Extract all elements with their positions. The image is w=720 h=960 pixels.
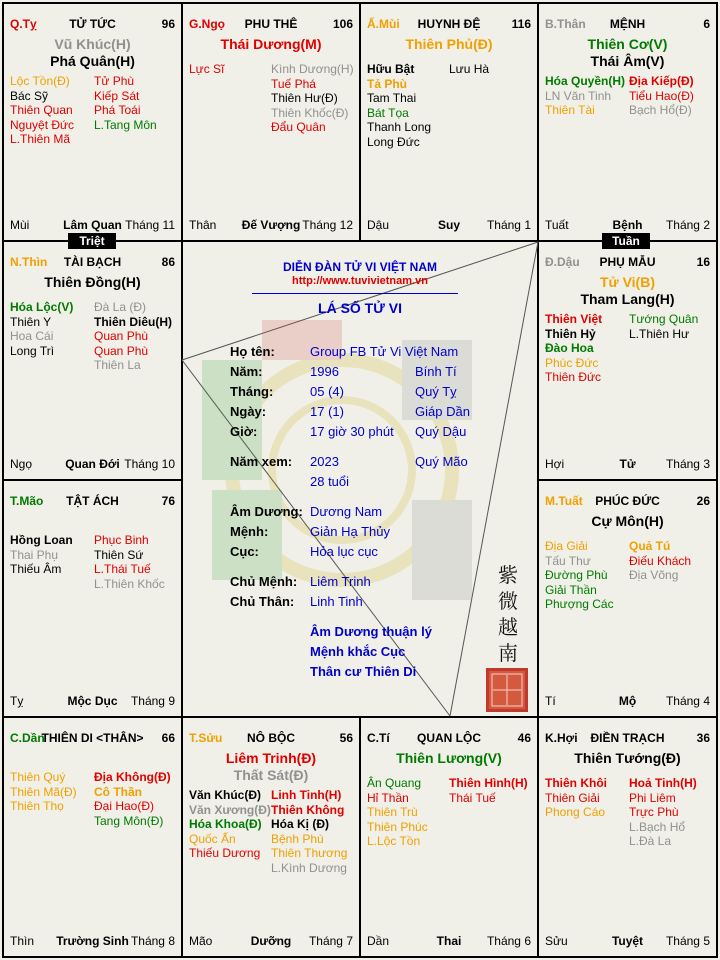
- footer-month: Tháng 8: [130, 934, 175, 948]
- footer-branch: Mùi: [10, 218, 30, 232]
- star: Ân Quang: [367, 776, 422, 790]
- chart-note: Mệnh khắc Cục: [310, 644, 406, 659]
- star: Thiên Tài: [545, 103, 595, 117]
- stars-right: [449, 776, 528, 805]
- palace-can-chi: C.Dần: [10, 731, 45, 745]
- footer-stage: Lâm Quan: [63, 218, 122, 232]
- info-label: Chủ Thân:: [230, 594, 295, 609]
- palace-mao: [4, 481, 181, 716]
- palace-mui: [361, 4, 537, 240]
- stars-left: [545, 539, 614, 612]
- star: Hoả Tinh(H): [629, 776, 697, 790]
- star: Long Trì: [10, 343, 55, 358]
- info-value: Hỏa lục cục: [310, 544, 378, 559]
- main-star: Phá Quân(H): [50, 53, 135, 69]
- star: Lưu Hà: [449, 62, 490, 76]
- main-star: Tham Lang(H): [580, 291, 675, 307]
- palace-name: QUAN LỘC: [417, 731, 481, 745]
- palace-footer: [367, 934, 531, 948]
- star: Bát Tọa: [367, 105, 409, 120]
- nam-xem-canchi: Quý Mão: [415, 454, 468, 469]
- info-value: Giản Hạ Thủy: [310, 524, 390, 539]
- palace-header: [10, 17, 175, 33]
- stars-right: [629, 312, 698, 341]
- star: Tấu Thư: [545, 553, 591, 568]
- calligraphy-char: 紫: [498, 563, 518, 587]
- star: Linh Tinh(H): [271, 788, 342, 802]
- star: Hồng Loan: [10, 533, 73, 547]
- info-value: Linh Tinh: [310, 594, 363, 609]
- palace-footer: [10, 457, 175, 471]
- star: Phục Binh: [94, 533, 149, 547]
- ruler-info: [230, 572, 530, 612]
- info-label: Cục:: [230, 544, 259, 559]
- star: Hóa Kị (Đ): [271, 817, 329, 831]
- chart-note: Âm Dương thuận lý: [310, 624, 432, 639]
- nam-xem-value: 2023: [310, 454, 339, 469]
- palace-age: 46: [517, 731, 531, 745]
- footer-stage: Mộ: [618, 694, 637, 708]
- main-stars: [4, 36, 181, 70]
- palace-tuat: [539, 481, 716, 716]
- star: Thai Phụ: [10, 547, 59, 562]
- stars-left: [189, 788, 271, 861]
- main-star: Thiên Đồng(H): [44, 274, 141, 290]
- main-stars: [539, 513, 716, 530]
- stars-right: [271, 62, 354, 135]
- star: Thiên Hư(Đ): [271, 91, 338, 105]
- destiny-info: [230, 502, 530, 562]
- nam-xem-label: Năm xem:: [230, 454, 293, 469]
- star: Thiên Thọ: [10, 799, 64, 813]
- star: Tuế Phá: [271, 76, 316, 91]
- palace-header: [367, 731, 531, 747]
- stars-left: [545, 776, 607, 820]
- footer-month: Tháng 4: [665, 694, 710, 708]
- footer-stage: Trường Sinh: [56, 934, 129, 948]
- star: Hóa Khoa(Đ): [189, 817, 262, 831]
- palace-can-chi: T.Sửu: [189, 731, 223, 745]
- palace-than: [539, 4, 716, 240]
- chart-title: LÁ SỐ TỬ VI: [318, 300, 402, 316]
- stars-left: [10, 74, 74, 147]
- info-label: Mệnh:: [230, 524, 269, 539]
- main-stars: [539, 750, 716, 767]
- star: Thiếu Âm: [10, 562, 62, 576]
- palace-can-chi: T.Mão: [10, 494, 44, 508]
- star: Điếu Khách: [629, 553, 692, 568]
- star: Quan Phù: [94, 343, 149, 358]
- star: Hỉ Thần: [367, 790, 409, 805]
- palace-can-chi: Ấ.Mùi: [367, 17, 400, 31]
- info-canchi: Giáp Dần: [415, 404, 470, 419]
- footer-stage: Mộc Dục: [67, 694, 118, 708]
- palace-name: NÔ BỘC: [247, 731, 295, 745]
- info-label: Âm Dương:: [230, 504, 303, 519]
- palace-can-chi: Đ.Dậu: [545, 255, 580, 269]
- birth-info: [230, 342, 530, 452]
- star: L.Thiên Khốc: [94, 576, 165, 591]
- star: Đường Phù: [545, 568, 608, 582]
- palace-age: 66: [161, 731, 175, 745]
- title-underline: [252, 293, 458, 294]
- star: Tang Môn(Đ): [94, 813, 164, 828]
- stars-left: [189, 62, 224, 77]
- star: Kình Dương(H): [271, 62, 354, 76]
- star: Thái Tuế: [449, 790, 496, 805]
- stars-left: [10, 533, 73, 577]
- stars-right: [94, 74, 157, 132]
- star: Cô Thần: [94, 784, 142, 799]
- star: Thiên Không: [271, 802, 345, 817]
- star: L.Thái Tuế: [94, 562, 151, 576]
- footer-month: Tháng 5: [665, 934, 710, 948]
- star: L.Đà La: [629, 834, 672, 848]
- stars-left: [10, 770, 77, 814]
- star: Thiên Hình(H): [449, 776, 528, 790]
- calligraphy-char: 南: [498, 641, 518, 665]
- vertical-calligraphy: [498, 562, 524, 666]
- palace-header: [189, 17, 353, 33]
- palace-header: [189, 731, 353, 747]
- footer-stage: Thai: [436, 934, 462, 948]
- footer-month: Tháng 2: [665, 218, 710, 232]
- palace-footer: [367, 218, 531, 232]
- footer-month: Tháng 7: [308, 934, 353, 948]
- footer-branch: Thìn: [10, 934, 35, 948]
- star: Thiên Mã(Đ): [10, 784, 77, 799]
- footer-month: Tháng 12: [302, 218, 353, 232]
- star: Phong Cáo: [545, 805, 606, 819]
- star: Tiểu Hao(Đ): [629, 88, 694, 103]
- info-label: Tháng:: [230, 384, 274, 399]
- palace-can-chi: C.Tí: [367, 731, 390, 745]
- star: Hóa Quyền(H): [545, 74, 626, 88]
- palace-footer: [545, 694, 710, 708]
- info-canchi: Quý Tỵ: [415, 384, 457, 399]
- star: Thiên La: [94, 358, 141, 372]
- main-star: Cự Môn(H): [591, 513, 664, 529]
- star: Lực Sĩ: [189, 62, 225, 76]
- footer-month: Tháng 6: [486, 934, 531, 948]
- palace-age: 86: [161, 255, 175, 269]
- star: Địa Võng: [629, 568, 679, 582]
- palace-header: [545, 17, 710, 33]
- palace-name: TẬT ÁCH: [66, 494, 119, 508]
- stars-right: [94, 770, 171, 828]
- footer-branch: Dần: [367, 934, 390, 948]
- star: Quốc Ấn: [189, 831, 236, 846]
- info-value: 05 (4): [310, 384, 344, 399]
- palace-can-chi: Q.Tỵ: [10, 17, 37, 31]
- palace-suu: [183, 718, 359, 956]
- palace-can-chi: B.Thân: [545, 17, 586, 31]
- main-star: Thiên Tướng(Đ): [574, 750, 681, 766]
- palace-age: 26: [696, 494, 710, 508]
- forum-title: DIỄN ĐÀN TỬ VI VIỆT NAM: [283, 260, 437, 274]
- star: Tử Phù: [94, 74, 135, 88]
- footer-branch: Tỵ: [10, 694, 24, 708]
- notes: [310, 622, 510, 682]
- calligraphy-char: 越: [498, 615, 518, 639]
- palace-dan: [4, 718, 181, 956]
- star: Lộc Tồn(Đ): [10, 74, 70, 88]
- star: Thiên Đức: [545, 370, 602, 384]
- star: Phượng Các: [545, 597, 614, 611]
- star: Tả Phù: [367, 76, 408, 91]
- footer-branch: Thân: [189, 218, 217, 232]
- palace-age: 36: [696, 731, 710, 745]
- palace-age: 76: [161, 494, 175, 508]
- star: L.Tang Môn: [94, 117, 157, 132]
- palace-header: [10, 731, 175, 747]
- info-canchi: Quý Dậu: [415, 424, 467, 439]
- stars-right: [94, 300, 172, 373]
- footer-month: Tháng 10: [124, 457, 175, 471]
- footer-stage: Quan Đới: [65, 457, 120, 471]
- footer-branch: Dậu: [367, 218, 390, 232]
- stars-right: [271, 788, 347, 875]
- star: Bạch Hổ(Đ): [629, 103, 692, 117]
- star: Thiên Thương: [271, 846, 348, 860]
- star: Thiên Hỷ: [545, 326, 596, 341]
- main-star: Vũ Khúc(H): [54, 36, 131, 52]
- main-stars: [539, 274, 716, 308]
- palace-hoi: [539, 718, 716, 956]
- stars-left: [545, 312, 602, 385]
- main-star: Liêm Trinh(Đ): [225, 750, 317, 766]
- star: Phá Toái: [94, 103, 141, 117]
- star: Tướng Quân: [629, 312, 699, 326]
- palace-name: PHU THÊ: [244, 17, 298, 31]
- star: Địa Giải: [545, 539, 588, 553]
- palace-age: 6: [703, 17, 710, 31]
- info-label: Họ tên:: [230, 344, 275, 359]
- main-stars: [539, 36, 716, 70]
- footer-stage: Bệnh: [612, 218, 643, 232]
- palace-footer: [10, 934, 175, 948]
- star: Địa Không(Đ): [94, 770, 171, 784]
- main-star: Thiên Lương(V): [396, 750, 502, 766]
- star: Bác Sỹ: [10, 88, 49, 103]
- info-value: 17 (1): [310, 404, 344, 419]
- stars-right: [94, 533, 165, 591]
- star: Thiên Y: [10, 314, 52, 329]
- palace-name: PHÚC ĐỨC: [595, 494, 660, 508]
- info-label: Năm:: [230, 364, 263, 379]
- palace-can-chi: K.Hợi: [545, 731, 578, 745]
- stars-right: [629, 74, 694, 118]
- palace-age: 106: [332, 17, 353, 31]
- chart-note: Thân cư Thiên Di: [310, 664, 417, 679]
- star: Đào Hoa: [545, 341, 594, 355]
- palace-can-chi: G.Ngọ: [189, 17, 225, 31]
- star: Nguyệt Đức: [10, 117, 75, 132]
- star: Phúc Đức: [545, 355, 599, 370]
- footer-branch: Tí: [545, 694, 556, 708]
- star: Địa Kiếp(Đ): [629, 74, 694, 88]
- palace-footer: [10, 218, 175, 232]
- star: Đẩu Quân: [271, 120, 326, 134]
- tuan-tag: Tuần: [602, 233, 650, 249]
- star: Trực Phù: [629, 805, 679, 819]
- palace-can-chi: N.Thìn: [10, 255, 48, 269]
- star: Tam Thai: [367, 91, 417, 105]
- star: L.Thiên Mã: [10, 132, 71, 146]
- star: Hữu Bật: [367, 62, 415, 76]
- main-stars: [183, 750, 359, 784]
- palace-age: 16: [696, 255, 710, 269]
- stars-right: [449, 62, 489, 77]
- info-value: 1996: [310, 364, 339, 379]
- stars-right: [629, 776, 697, 849]
- palace-header: [545, 255, 710, 271]
- star: L.Lộc Tồn: [367, 834, 421, 848]
- palace-footer: [10, 694, 175, 708]
- main-star: Thái Dương(M): [220, 36, 322, 52]
- main-star: Thất Sát(Đ): [233, 767, 309, 783]
- main-star: Tử Vi(B): [600, 274, 655, 290]
- palace-header: [545, 494, 710, 510]
- main-star: Thiên Cơ(V): [587, 36, 668, 52]
- stars-left: [367, 62, 431, 149]
- info-value: Dương Nam: [310, 504, 383, 519]
- star: LN Văn Tinh: [545, 88, 612, 103]
- info-canchi: Bính Tí: [415, 364, 457, 379]
- star: Hóa Lộc(V): [10, 300, 74, 314]
- palace-thin: [4, 242, 181, 479]
- star: Đại Hao(Đ): [94, 799, 155, 813]
- info-value: Group FB Tử Vi Việt Nam: [310, 344, 459, 359]
- star: Thiên Khốc(Đ): [271, 105, 349, 120]
- main-stars: [183, 36, 359, 53]
- palace-ngo: [183, 4, 359, 240]
- palace-name: ĐIỀN TRẠCH: [590, 731, 665, 745]
- star: Thiên Quan: [10, 103, 73, 117]
- star: Thiên Diêu(H): [94, 314, 172, 329]
- palace-header: [367, 17, 531, 33]
- star: Thiên Quý: [10, 770, 66, 784]
- footer-stage: Đế Vượng: [241, 218, 301, 232]
- star: Phi Liêm: [629, 790, 676, 805]
- star: Thanh Long: [367, 120, 432, 134]
- main-stars: [361, 36, 537, 53]
- stars-left: [10, 300, 73, 358]
- star: Thiên Khôi: [545, 776, 607, 790]
- palace-footer: [545, 457, 710, 471]
- palace-footer: [189, 934, 353, 948]
- main-star: Thiên Phủ(Đ): [405, 36, 493, 52]
- palace-age: 96: [161, 17, 175, 31]
- star: Thiên Phúc: [367, 819, 428, 834]
- stars-left: [367, 776, 428, 849]
- calligraphy-char: 微: [498, 589, 518, 613]
- star: L.Thiên Hư: [629, 326, 690, 341]
- star: Đà La (Đ): [94, 300, 147, 314]
- footer-month: Tháng 1: [486, 218, 531, 232]
- palace-dau: [539, 242, 716, 479]
- footer-branch: Tuất: [545, 218, 569, 232]
- footer-stage: Tuyệt: [611, 934, 644, 948]
- star: Thiếu Dương: [189, 846, 261, 860]
- star: L.Bạch Hổ: [629, 819, 686, 834]
- palace-name: THIÊN DI <THÂN>: [41, 731, 144, 745]
- star: Thiên Giải: [545, 790, 600, 805]
- forum-url[interactable]: http://www.tuvivietnam.vn: [292, 275, 428, 287]
- star: Thiên Việt: [545, 312, 603, 326]
- footer-branch: Hợi: [545, 457, 565, 471]
- palace-ty: [4, 4, 181, 240]
- palace-name: MỆNH: [609, 17, 646, 31]
- palace-name: TỬ TỨC: [69, 17, 116, 31]
- palace-header: [545, 731, 710, 747]
- red-seal: [486, 668, 528, 712]
- footer-month: Tháng 9: [130, 694, 175, 708]
- palace-age: 56: [339, 731, 353, 745]
- view-year: [230, 452, 530, 492]
- footer-branch: Ngọ: [10, 457, 33, 471]
- star: Văn Xương(Đ): [189, 802, 271, 817]
- palace-can-chi: M.Tuất: [545, 494, 583, 508]
- info-label: Giờ:: [230, 424, 258, 439]
- star: L.Kình Dương: [271, 860, 347, 875]
- star: Kiếp Sát: [94, 88, 140, 103]
- info-value: 17 giờ 30 phút: [310, 424, 394, 439]
- palace-header: [10, 494, 175, 510]
- footer-month: Tháng 11: [125, 218, 175, 232]
- main-stars: [361, 750, 537, 767]
- palace-age: 116: [511, 17, 531, 31]
- palace-name: PHỤ MẪU: [599, 255, 656, 269]
- footer-branch: Mão: [189, 934, 213, 948]
- star: Văn Khúc(Đ): [189, 788, 261, 802]
- star: Long Đức: [367, 134, 420, 149]
- main-star: Thái Âm(V): [590, 53, 665, 69]
- info-label: Chủ Mệnh:: [230, 574, 298, 589]
- palace-ti: [361, 718, 537, 956]
- palace-footer: [545, 218, 710, 232]
- info-value: Liêm Trinh: [310, 574, 371, 589]
- info-label: Ngày:: [230, 404, 267, 419]
- star: Quan Phù: [94, 329, 149, 343]
- stars-right: [629, 539, 691, 583]
- footer-stage: Suy: [437, 218, 460, 232]
- palace-footer: [189, 218, 353, 232]
- star: Hoa Cái: [10, 329, 54, 343]
- footer-branch: Sửu: [545, 934, 568, 948]
- footer-stage: Dưỡng: [250, 934, 292, 948]
- age-value: 28 tuổi: [310, 474, 350, 489]
- stars-left: [545, 74, 625, 118]
- main-stars: [4, 274, 181, 291]
- palace-name: HUYNH ĐỆ: [417, 17, 481, 31]
- star: Thiên Sứ: [94, 547, 144, 562]
- palace-footer: [545, 934, 710, 948]
- palace-name: TÀI BẠCH: [63, 255, 122, 269]
- star: Quả Tú: [629, 539, 671, 553]
- footer-month: Tháng 3: [665, 457, 710, 471]
- star: Bệnh Phù: [271, 831, 324, 846]
- triet-tag: Triệt: [68, 233, 116, 249]
- star: Giải Thần: [545, 582, 597, 597]
- footer-stage: Tử: [619, 457, 636, 471]
- star: Thiên Trù: [367, 805, 418, 819]
- palace-header: [10, 255, 175, 271]
